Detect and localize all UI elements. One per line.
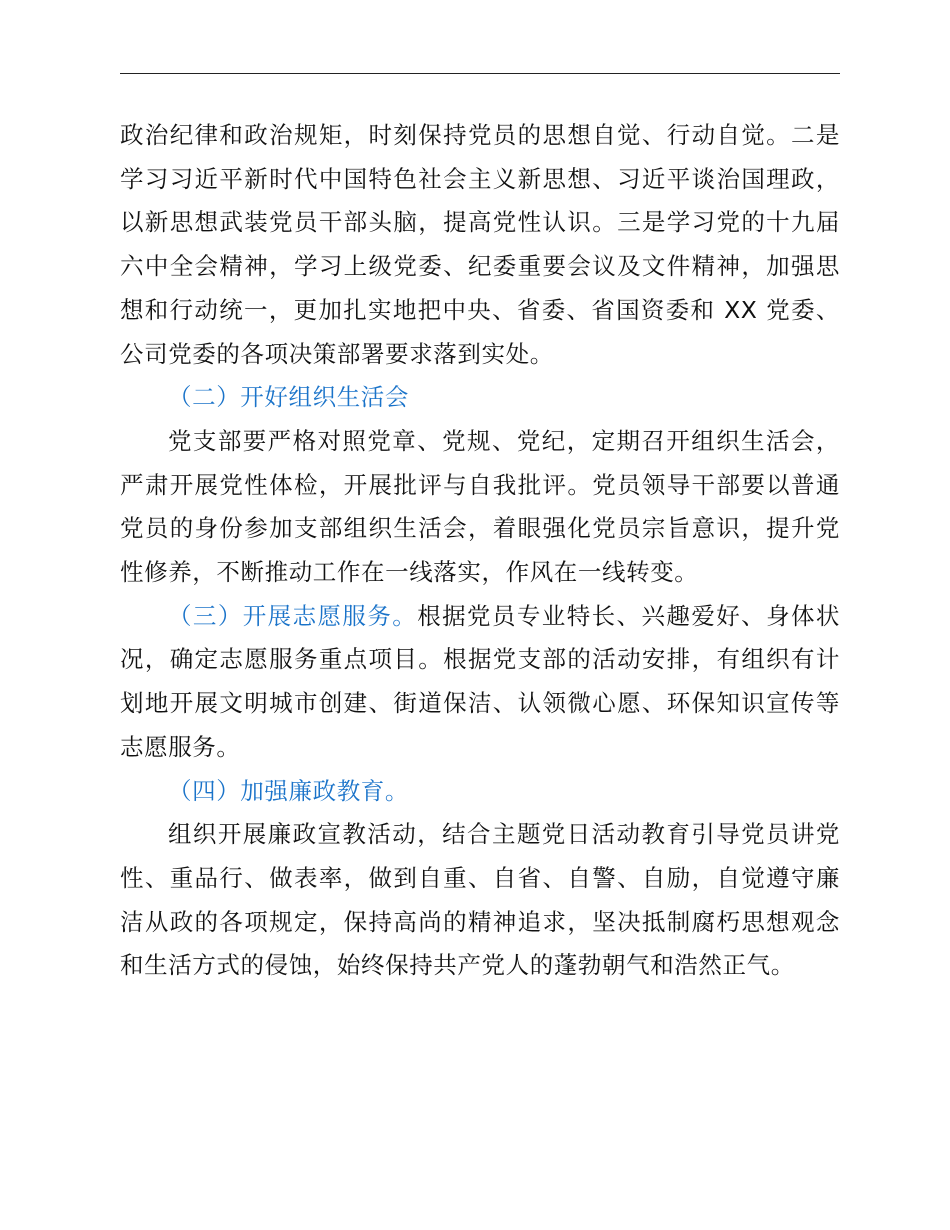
paragraph-volunteer-service <box>120 595 840 770</box>
paragraph-organizational-life: 党支部要严格对照党章、党规、党纪，定期召开组织生活会，严肃开展党性体检，开展批评与自我批评。党员领导干部要以普通党员的身份参加支部组织生活会，着眼强化党员宗旨意识，提升党性修养，不断推动工作在一线落实，作风在一线转变。 <box>120 426 840 587</box>
section-heading-volunteer-service: （三）开展志愿服务。 <box>168 601 418 630</box>
section-heading-organizational-life: （二）开好组织生活会 <box>168 383 409 412</box>
paragraph-study-content: 政治纪律和政治规矩，时刻保持党员的思想自觉、行动自觉。二是学习习近平新时代中国特色社会主义新思想、习近平谈治国理政，以新思想武装党员干部头脑，提高党性认识。三是学习党的十九届六中全会精神，学习上级党委、纪委重要会议及文件精神，加强思想和行动统一，更加扎实地把中央、省委、省国资委和 XX 党委、公司党委的各项决策部署要求落到实处。 <box>120 121 840 368</box>
document-body <box>120 114 840 988</box>
volunteer-service-body: 根据党员专业特长、兴趣爱好、身体状况，确定志愿服务重点项目。根据党支部的活动安排，有组织有计划地开展文明城市创建、街道保洁、认领微心愿、环保知识宣传等志愿服务。 <box>120 601 841 761</box>
section-heading-integrity-education: （四）加强廉政教育。 <box>168 776 409 805</box>
header-rule <box>120 73 840 74</box>
paragraph-integrity-education: 组织开展廉政宣教活动，结合主题党日活动教育引导党员讲党性、重品行、做表率，做到自重、自省、自警、自励，自觉遵守廉洁从政的各项规定，保持高尚的精神追求，坚决抵制腐朽思想观念和生活方式的侵蚀，始终保持共产党人的蓬勃朝气和浩然正气。 <box>120 820 840 980</box>
